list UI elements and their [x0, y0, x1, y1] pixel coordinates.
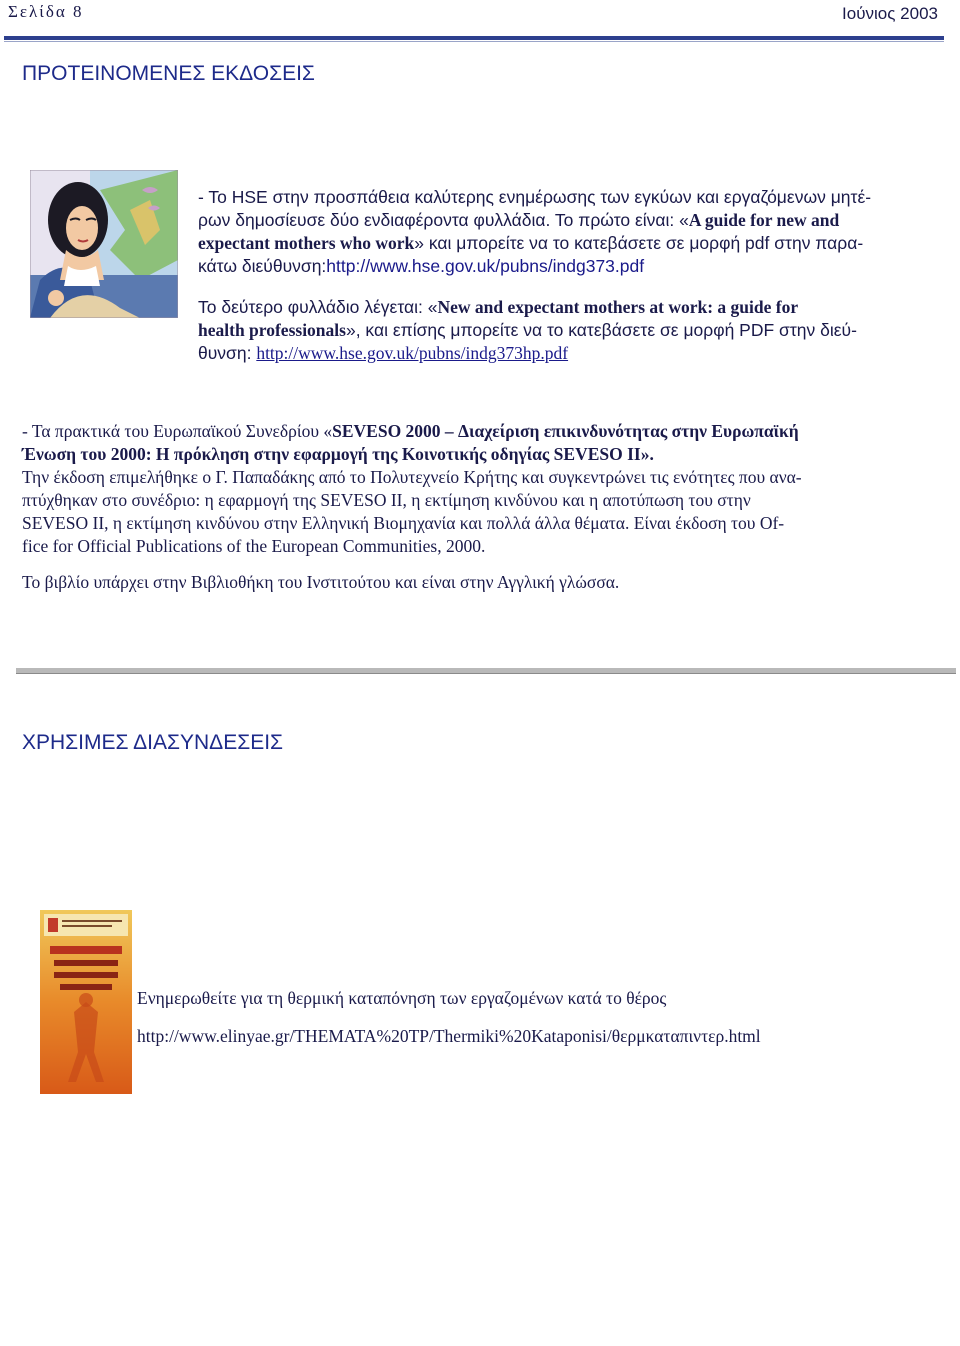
hse-line-2-text: ρων δημοσίευσε δύο ενδιαφέροντα φυλλάδια. Το πρώτο είναι: «: [198, 210, 689, 230]
second-leaflet-title-part2: health professionals: [198, 320, 346, 340]
seveso-line-1-text: - Τα πρακτικά του Ευρωπαϊκού Συνεδρίου «: [22, 421, 333, 441]
heat-stress-cover-art: [40, 910, 132, 1094]
seveso-line-2: [22, 443, 942, 466]
second-leaflet-paragraph: [198, 296, 938, 365]
library-note: Το βιβλίο υπάρχει στην Βιβλιοθήκη του Ινστιτούτου και είναι στην Αγγλική γλώσσα.: [22, 572, 620, 592]
first-leaflet-title-part2: expectant mothers who work: [198, 233, 415, 253]
heat-stress-link[interactable]: http://www.elinyae.gr/THEMATA%20TP/Thermiki%20Kataponisi/θερμκαταπιντερ.html: [137, 1026, 761, 1046]
pregnant-woman-illustration: [30, 170, 178, 318]
first-leaflet-link[interactable]: http://www.hse.gov.uk/pubns/indg373.pdf: [326, 256, 645, 276]
seveso-line-5: SEVESO II, η εκτίμηση κινδύνου στην Ελληνική Βιομηχανία και πολλά άλλα θέματα. Είναι έκδοση του Of-: [22, 513, 785, 533]
second-leaflet-title-part1: New and expectant mothers at work: a guide for: [437, 297, 799, 317]
seveso-line-1: [22, 420, 942, 443]
second-line-1: [198, 296, 938, 319]
seveso-title-close: ».: [640, 444, 654, 464]
hse-paragraph: [198, 186, 938, 278]
second-leaflet-link[interactable]: http://www.hse.gov.uk/pubns/indg373hp.pdf: [256, 343, 569, 363]
section-title-publications: ΠΡΟΤΕΙΝΟΜΕΝΕΣ ΕΚΔΟΣΕΙΣ: [22, 62, 315, 85]
second-line-2-text: », και επίσης μπορείτε να το κατεβάσετε σε μορφή PDF στην διεύ-: [345, 320, 857, 340]
first-leaflet-title-part1: A guide for new and: [688, 210, 840, 230]
hse-line-4: [198, 255, 938, 278]
second-line-2: [198, 319, 938, 342]
hse-line-3-text: » και μπορείτε να το κατεβάσετε σε μορφή pdf στην παρα-: [414, 233, 864, 253]
seveso-title-part1: SEVESO 2000 – Διαχείριση επικινδυνότητας στην Ευρωπαϊκή: [332, 421, 799, 441]
seveso-paragraph: [22, 420, 942, 558]
section-divider: [16, 668, 956, 674]
heat-stress-info: Ενημερωθείτε για τη θερμική καταπόνηση των εργαζομένων κατά το θέρος: [137, 988, 667, 1008]
header-rule: [4, 36, 944, 40]
seveso-title-part2: Ένωση του 2000: Η πρόκληση στην εφαρμογή της Κοινοτικής οδηγίας SEVESO II: [22, 444, 641, 464]
hse-line-4-text: κάτω διεύθυνση:: [198, 256, 327, 276]
hse-line-1: - Το HSE στην προσπάθεια καλύτερης ενημέρωσης των εγκύων και εργαζόμενων μητέ-: [198, 187, 872, 207]
seveso-line-4: πτύχθηκαν στο συνέδριο: η εφαρμογή της SEVESO II, η εκτίμηση κινδύνου και η αποτύπωση του στην: [22, 490, 751, 510]
header-rule-thin: [4, 41, 944, 42]
second-line-3: [198, 342, 938, 365]
seveso-line-3: Την έκδοση επιμελήθηκε ο Γ. Παπαδάκης από το Πολυτεχνείο Κρήτης και συγκεντρώνει τις ενότητες που ανα-: [22, 467, 802, 487]
seveso-line-6: fice for Official Publications of the European Communities, 2000.: [22, 536, 486, 556]
hse-line-2: [198, 209, 938, 232]
second-line-3-text: θυνση:: [198, 343, 257, 363]
section-title-links: ΧΡΗΣΙΜΕΣ ΔΙΑΣΥΝΔΕΣΕΙΣ: [22, 731, 284, 754]
issue-date: Ιούνιος 2003: [842, 4, 938, 23]
page-number: Σελίδα 8: [8, 2, 84, 21]
second-line-1-text: Το δεύτερο φυλλάδιο λέγεται: «: [198, 297, 438, 317]
hse-line-3: [198, 232, 938, 255]
heat-stress-cover: [40, 910, 132, 1094]
